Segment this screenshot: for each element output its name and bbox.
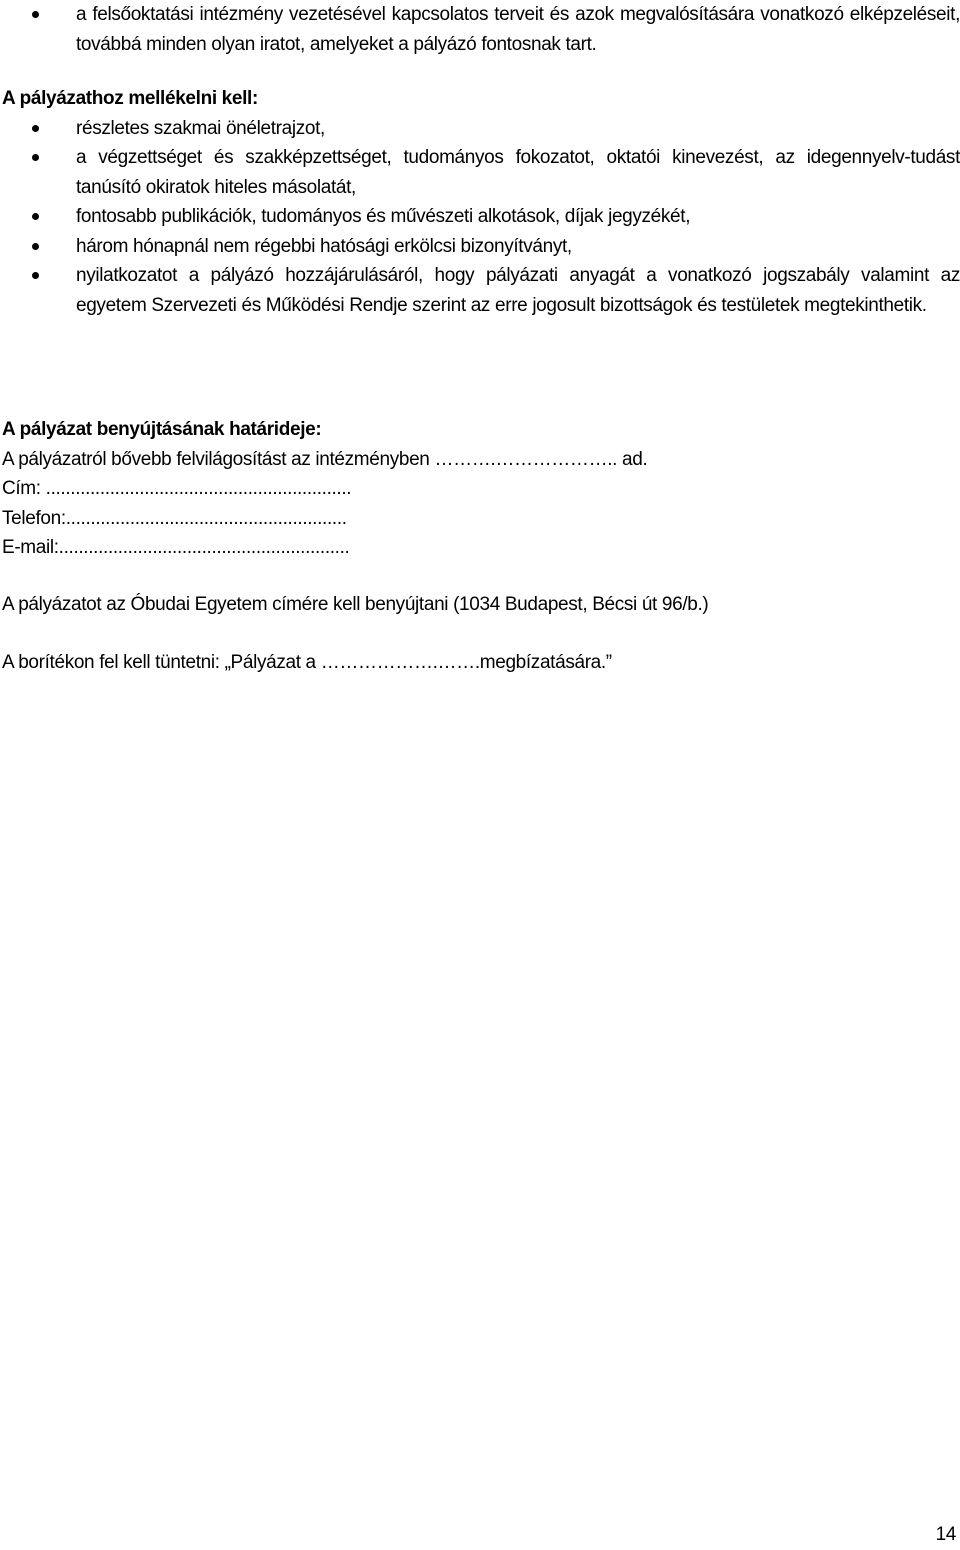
bullet-icon bbox=[32, 125, 39, 132]
bullet-icon bbox=[32, 11, 39, 18]
submission-text: A pályázatot az Óbudai Egyetem címére kell benyújtani (1034 Budapest, Bécsi út 96/b.) bbox=[2, 594, 709, 615]
address-line: Cím: .............................................................. bbox=[2, 478, 352, 499]
bullet-icon bbox=[32, 213, 39, 220]
list-item bbox=[0, 0, 960, 59]
envelope-text: A borítékon fel kell tüntetni: „Pályázat a ……………….…….megbízatására.” bbox=[2, 652, 612, 673]
intro-bullet-text: a felsőoktatási intézmény vezetésével kapcsolatos terveit és azok megvalósítására vonatkozó elképzeléseit, továbbá minden olyan iratot, amelyeket a pályázó fontosnak tart. bbox=[76, 4, 960, 55]
envelope-section bbox=[0, 648, 960, 678]
attachment-item-consent: nyilatkozatot a pályázó hozzájárulásáról, hogy pályázati anyagát a vonatkozó jogszabály valamint az egyetem Szervezeti és Működési Rendje szerint az erre jogosult bizottságok és testületek megtekinthetik. bbox=[76, 265, 960, 316]
phone-line: Telefon:......................................................... bbox=[2, 507, 347, 529]
info-line: A pályázatról bővebb felvilágosítást az intézményben ……….……………….. ad. bbox=[2, 448, 648, 470]
deadline-section bbox=[0, 415, 960, 563]
bullet-icon bbox=[32, 272, 39, 279]
deadline-heading: A pályázat benyújtásának határideje: bbox=[2, 419, 322, 440]
intro-bullet-list bbox=[0, 0, 960, 59]
page-number: 14 bbox=[935, 1524, 956, 1545]
list-item bbox=[0, 232, 960, 262]
attachment-item-publications: fontosabb publikációk, tudományos és művészeti alkotások, díjak jegyzékét, bbox=[76, 206, 691, 227]
email-line: E-mail:........................................................... bbox=[2, 537, 350, 558]
bullet-icon bbox=[32, 154, 39, 161]
attachments-list bbox=[0, 114, 960, 321]
list-item bbox=[0, 261, 960, 320]
attachment-item-criminal-record: három hónapnál nem régebbi hatósági erkölcsi bizonyítványt, bbox=[76, 235, 572, 257]
list-item bbox=[0, 202, 960, 232]
attachment-item-cv: részletes szakmai önéletrajzot, bbox=[76, 117, 325, 139]
attachments-section bbox=[0, 84, 960, 320]
intro-section bbox=[0, 0, 960, 59]
list-item bbox=[0, 143, 960, 202]
attachment-item-certificates: a végzettséget és szakképzettséget, tudományos fokozatot, oktatói kinevezést, az idegennyelv-tudást tanúsító okiratok hiteles másolatát, bbox=[76, 147, 960, 198]
bullet-icon bbox=[32, 243, 39, 250]
list-item bbox=[0, 114, 960, 144]
submission-section bbox=[0, 590, 960, 620]
attachments-heading: A pályázathoz mellékelni kell: bbox=[2, 88, 258, 109]
